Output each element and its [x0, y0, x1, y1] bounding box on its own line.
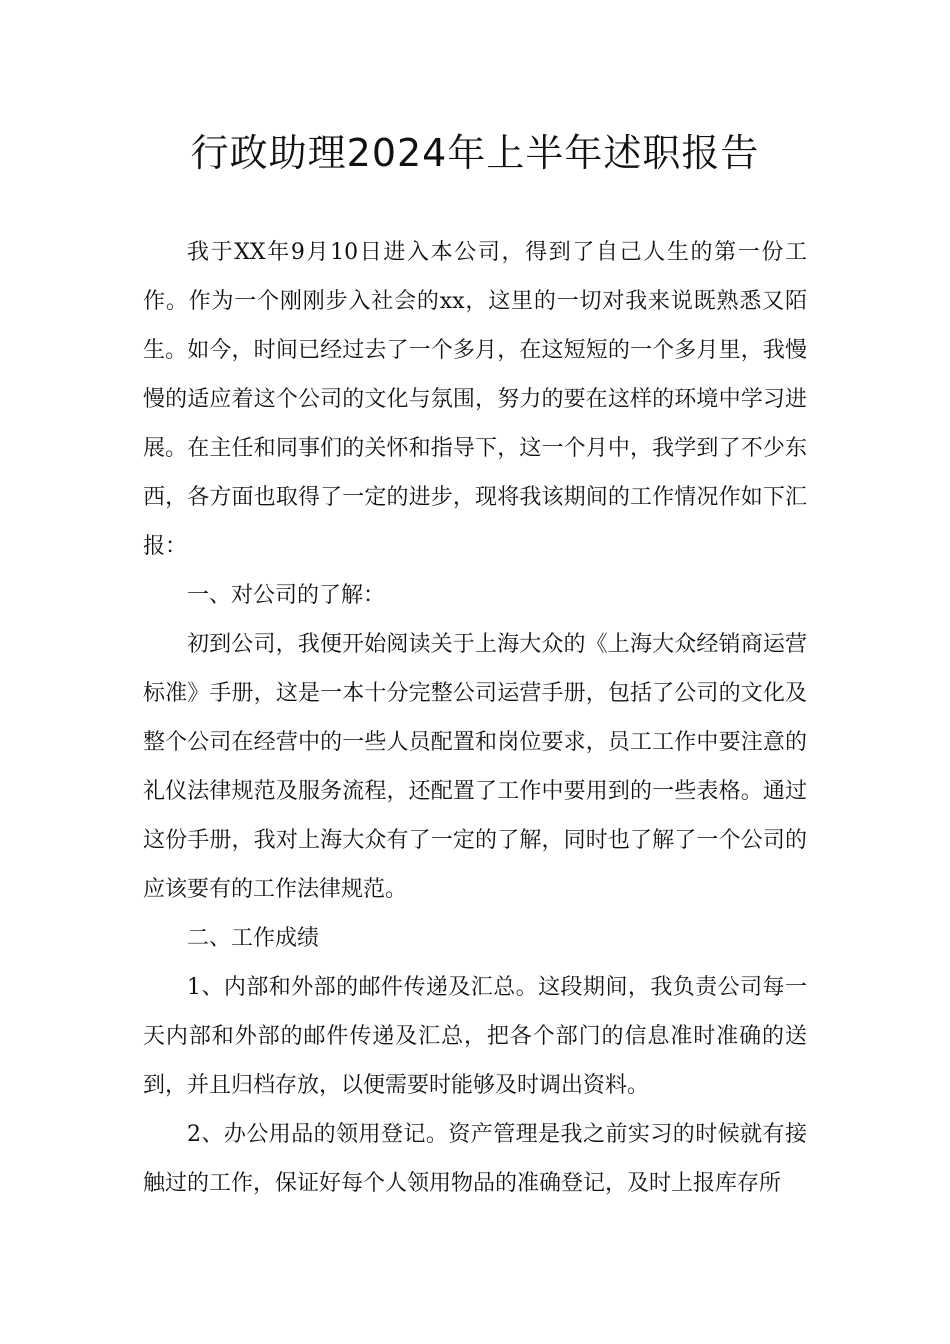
- section-heading-company: 一、对公司的了解：: [187, 583, 386, 608]
- paragraph-mail: 1、内部和外部的邮件传递及汇总。这段期间，我负责公司每一天内部和外部的邮件传递及汇总，把各个部门的信息准时准确的送到，并且归档存放，以便需要时能够及时调出资料。: [143, 975, 807, 1098]
- paragraph-supplies: 2、办公用品的领用登记。资产管理是我之前实习的时候就有接触过的工作，保证好每个人领用物品的准确登记，及时上报库存所: [143, 1122, 807, 1196]
- paragraph-company: 初到公司，我便开始阅读关于上海大众的《上海大众经销商运营标准》手册，这是一本十分完整公司运营手册，包括了公司的文化及整个公司在经营中的一些人员配置和岗位要求，员工工作中要注意的礼仪法律规范及服务流程，还配置了工作中要用到的一些表格。通过这份手册，我对上海大众有了一定的了解，同时也了解了一个公司的应该要有的工作法律规范。: [143, 632, 807, 902]
- document-body: [143, 228, 807, 1208]
- paragraph-intro: 我于XX年9月10日进入本公司，得到了自己人生的第一份工作。作为一个刚刚步入社会的xx，这里的一切对我来说既熟悉又陌生。如今，时间已经过去了一个多月，在这短短的一个多月里，我慢慢的适应着这个公司的文化与氛围，努力的要在这样的环境中学习进展。在主任和同事们的关怀和指导下，这一个月中，我学到了不少东西，各方面也取得了一定的进步，现将我该期间的工作情况作如下汇报：: [143, 240, 807, 559]
- section-heading-results: 二、工作成绩: [187, 926, 320, 951]
- document-title: 行政助理2024年上半年述职报告: [190, 131, 760, 175]
